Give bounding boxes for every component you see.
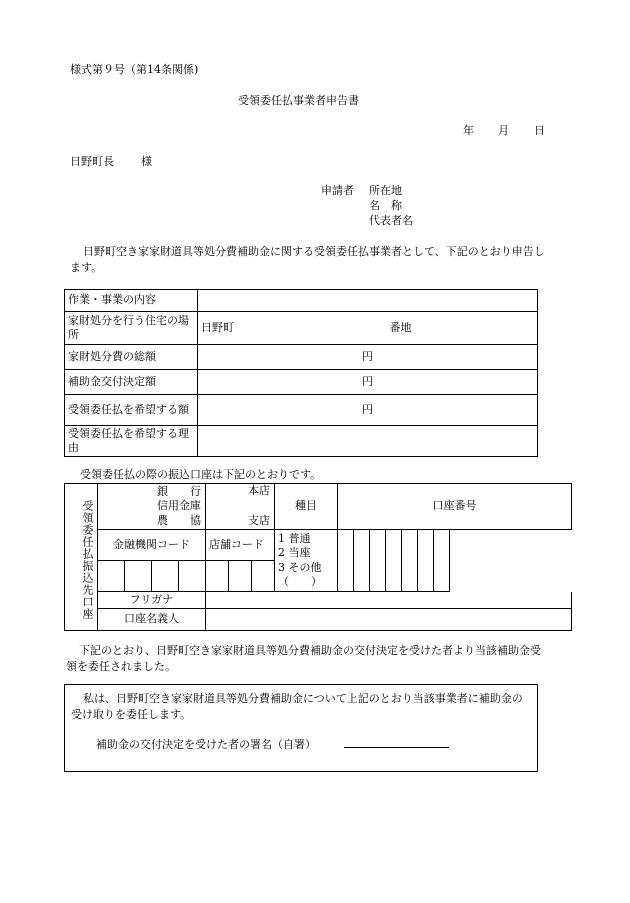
bank-side-label: 受領委任払振込先口座 — [65, 484, 98, 631]
details-table — [64, 289, 538, 457]
account-holder-label: 口座名義人 — [98, 609, 206, 631]
account-digit-2[interactable] — [354, 530, 370, 592]
account-digit-5[interactable] — [402, 530, 418, 592]
store-code-digit-2[interactable] — [229, 561, 252, 592]
institution-bank: 銀 行 — [157, 485, 201, 499]
type-other-blank: （ ） — [278, 574, 322, 588]
consent-box — [64, 684, 538, 772]
bank-code-digit-4[interactable] — [179, 561, 206, 592]
subsidy-decided-label: 補助金交付決定額 — [65, 370, 198, 395]
reason-label: 受領委任払を希望する理由 — [65, 426, 198, 457]
financial-code-label: 金融機関コード — [98, 530, 206, 561]
account-digit-1[interactable] — [338, 530, 354, 592]
furigana-label: フリガナ — [98, 592, 206, 609]
account-number-header: 口座番号 — [338, 484, 572, 530]
banchi-label: 番地 — [389, 320, 412, 334]
institution-shinkin: 信用金庫 — [157, 499, 201, 513]
store-code-label: 店舗コード — [206, 530, 275, 561]
subsidy-decided-value[interactable] — [198, 370, 538, 395]
signature-row — [96, 737, 449, 753]
bank-code-digit-2[interactable] — [125, 561, 152, 592]
applicant-address: 所在地 — [369, 184, 402, 197]
branch-label: 支店 — [248, 514, 270, 527]
bank-table — [64, 483, 572, 631]
signature-label: 補助金の交付決定を受けた者の署名（自署） — [96, 738, 316, 751]
yen-unit: 円 — [362, 374, 373, 388]
account-digit-6[interactable] — [418, 530, 434, 592]
date-day: 日 — [534, 124, 545, 137]
institution-nokyo: 農 協 — [157, 513, 201, 527]
store-code-digit-3[interactable] — [252, 561, 275, 592]
town-label: 日野町 — [201, 320, 234, 334]
addressee-name: 日野町長 — [70, 155, 114, 168]
applicant-name: 名 称 — [369, 199, 402, 212]
work-content-label: 作業・事業の内容 — [65, 290, 198, 312]
bank-code-digit-1[interactable] — [98, 561, 125, 592]
bank-code-digit-3[interactable] — [152, 561, 179, 592]
branch-cell[interactable] — [206, 484, 275, 530]
date-year: 年 — [463, 124, 474, 137]
intro-text: 日野町空き家家財道具等処分費補助金に関する受領委任払事業者として、下記のとおり申告します。 — [70, 245, 545, 274]
requested-amount-value[interactable] — [198, 395, 538, 426]
applicant-label: 申請者 — [321, 184, 354, 197]
institution-types — [98, 484, 206, 530]
date-month: 月 — [498, 124, 509, 137]
furigana-value[interactable] — [206, 592, 572, 609]
type-header: 種目 — [275, 484, 338, 530]
account-digit-4[interactable] — [386, 530, 402, 592]
account-digit-3[interactable] — [370, 530, 386, 592]
account-type-options[interactable] — [275, 530, 338, 592]
signature-line[interactable] — [344, 737, 449, 748]
total-cost-value[interactable] — [198, 345, 538, 370]
head-office-label: 本店 — [248, 484, 270, 497]
reason-value[interactable] — [198, 426, 538, 457]
bank-intro: 受領委任払の際の振込口座は下記のとおりです。 — [80, 468, 322, 481]
delegation-note: 下記のとおり、日野町空き家家財道具等処分費補助金の交付決定を受けた者より当該補助金受領を委任されました。 — [66, 644, 541, 673]
type-regular: 1 普通 — [278, 532, 311, 545]
type-current: 2 当座 — [278, 546, 311, 560]
work-content-value[interactable] — [198, 290, 538, 312]
yen-unit: 円 — [362, 402, 373, 416]
type-other: 3 その他 — [278, 560, 322, 574]
total-cost-label: 家財処分費の総額 — [65, 345, 198, 370]
form-number: 様式第９号（第14条関係) — [70, 63, 199, 76]
requested-amount-label: 受領委任払を希望する額 — [65, 395, 198, 426]
house-location-label: 家財処分を行う住宅の場所 — [65, 312, 198, 345]
page-title: 受領委任払事業者申告書 — [238, 94, 359, 107]
store-code-digit-1[interactable] — [206, 561, 229, 592]
consent-text: 私は、日野町空き家家財道具等処分費補助金について上記のとおり当該事業者に補助金の受け取りを委任します。 — [71, 692, 523, 721]
house-location-value[interactable] — [198, 312, 538, 345]
addressee-honorific: 様 — [141, 155, 152, 168]
account-digit-7[interactable] — [434, 530, 450, 592]
yen-unit: 円 — [362, 349, 373, 363]
account-holder-value[interactable] — [206, 609, 572, 631]
applicant-representative: 代表者名 — [369, 214, 413, 227]
